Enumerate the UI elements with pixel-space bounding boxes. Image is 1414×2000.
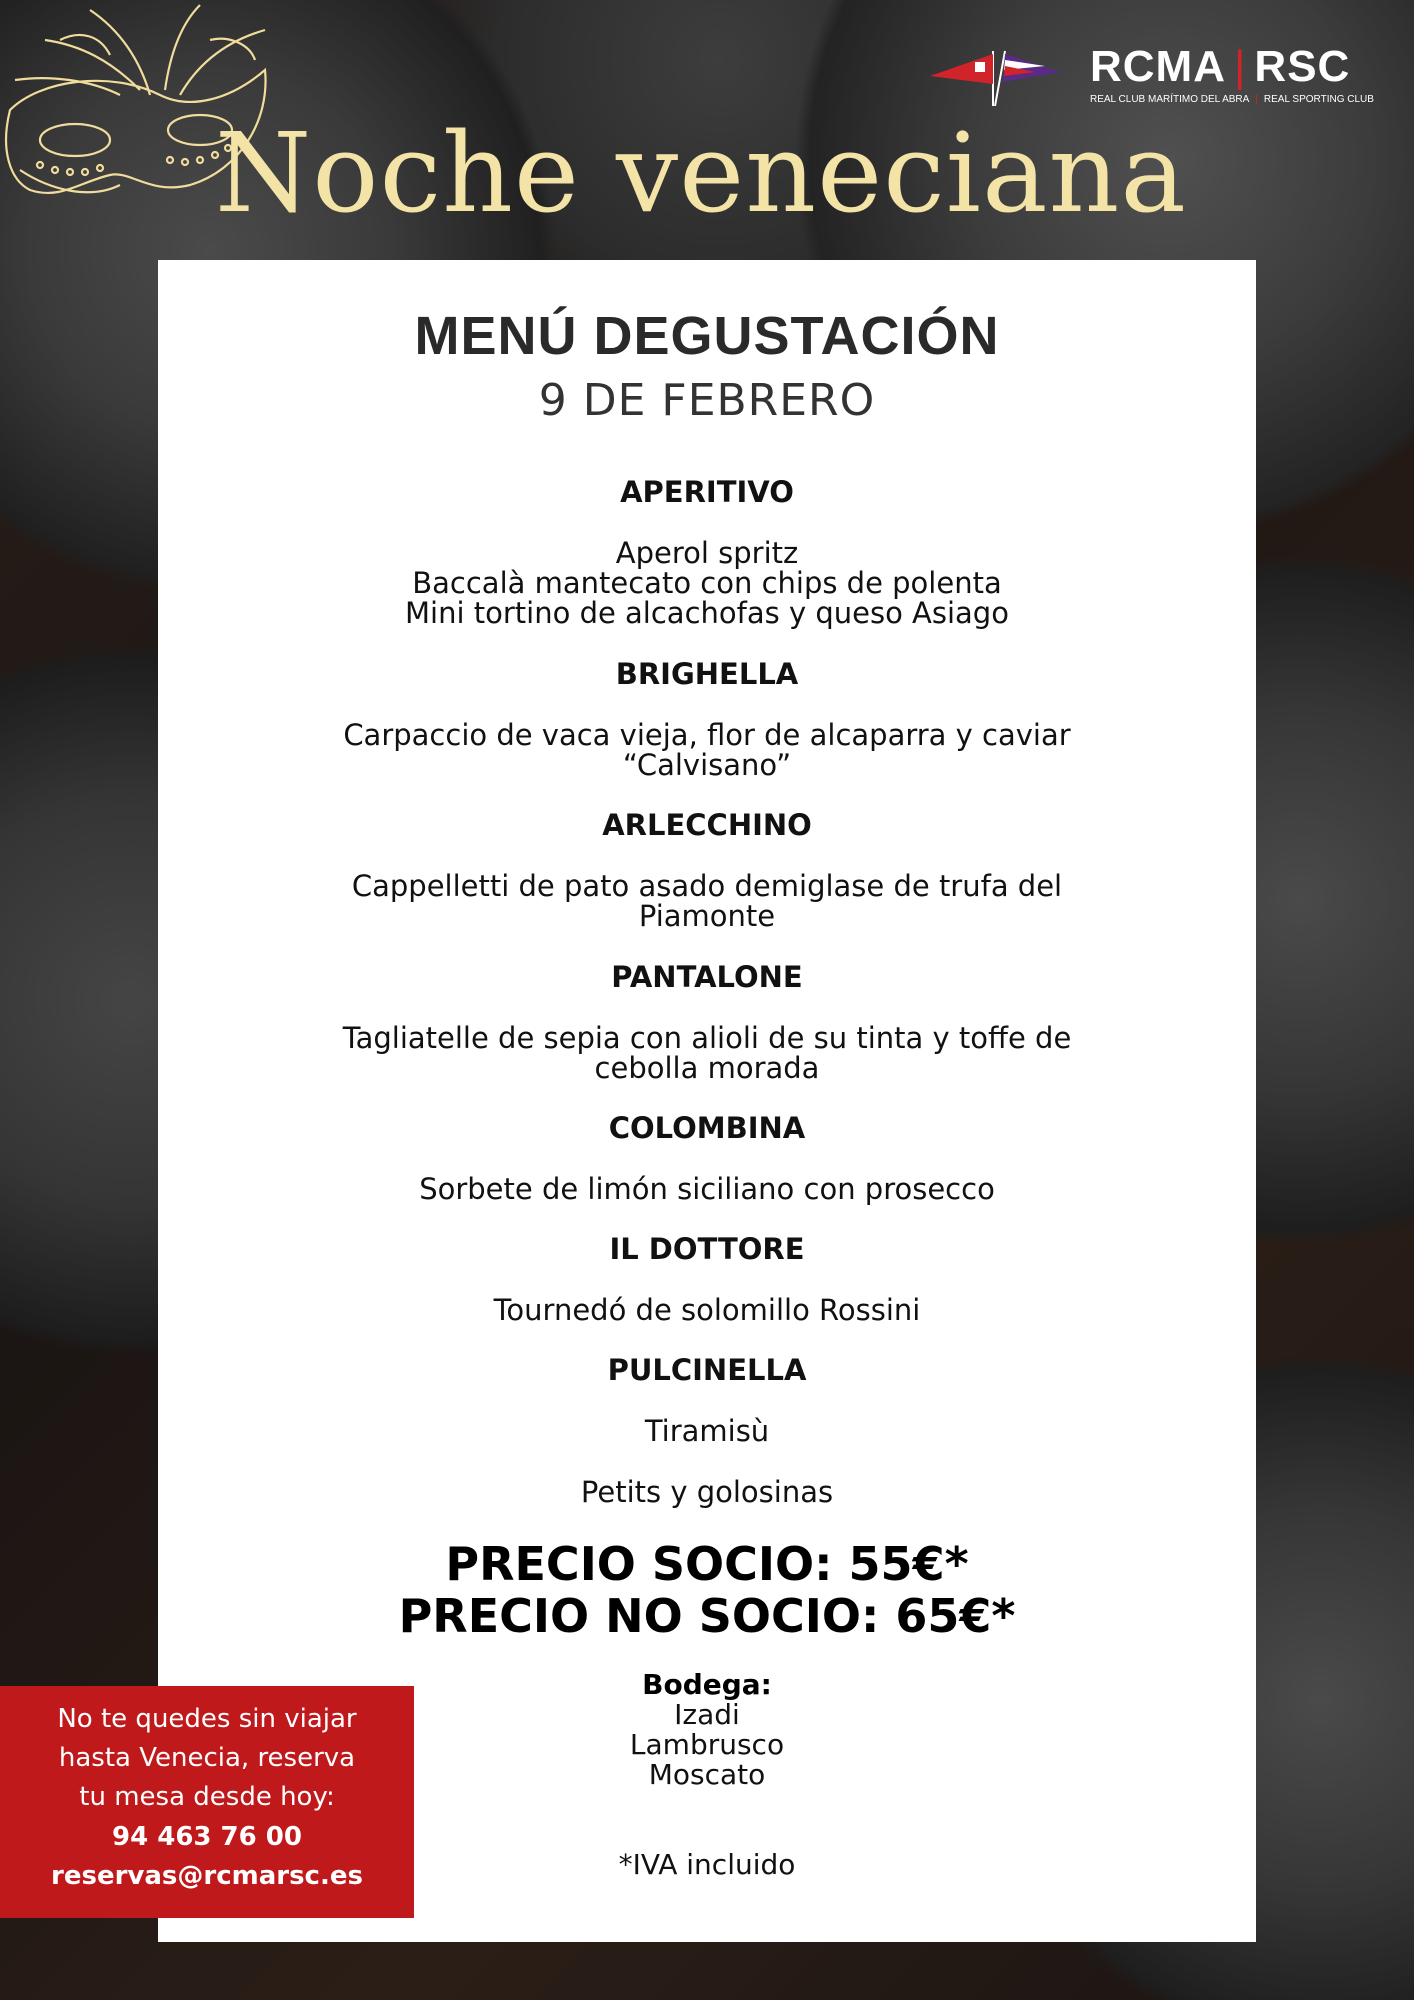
section-title-pantalone: PANTALONE [611,960,803,994]
bodega-item: Izadi [674,1698,740,1731]
promo-email[interactable]: reservas@rcmarsc.es [51,1861,363,1891]
promo-line: tu mesa desde hoy: [79,1782,335,1812]
section-item: Cappelletti de pato asado demiglase de trufa del [351,869,1063,903]
bodega-item: Moscato [648,1758,766,1791]
brand-sub-separator: | [1255,94,1258,105]
section-title-arlecchino: ARLECCHINO [602,808,812,842]
section-item: Tagliatelle de sepia con alioli de su tinta y toffe de [342,1021,1072,1055]
bodega-item: Lambrusco [629,1728,785,1761]
brand-rcma: RCMA [1090,42,1226,91]
section-item: Aperol spritz [615,536,799,570]
menu-heading: MENÚ DEGUSTACIÓN [414,306,1000,366]
section-item: Baccalà mantecato con chips de polenta [412,566,1002,600]
section-item: cebolla morada [594,1051,820,1085]
price-member: PRECIO SOCIO: 55€* [445,1537,969,1591]
brand-subtitle [1090,94,1374,105]
reservation-promo-box [0,1686,414,1918]
section-title-brighella: BRIGHELLA [615,657,799,691]
section-title-colombina: COLOMBINA [608,1111,806,1145]
brand-sub-right: REAL SPORTING CLUB [1263,94,1374,105]
brand-sub-left: REAL CLUB MARÍTIMO DEL ABRA [1090,94,1250,105]
section-item: Tournedó de solomillo Rossini [493,1293,921,1327]
section-item: Mini tortino de alcachofas y queso Asiago [405,596,1009,630]
section-title-aperitivo: APERITIVO [620,475,794,509]
section-title-pulcinella: PULCINELLA [607,1353,807,1387]
price-non-member: PRECIO NO SOCIO: 65€* [398,1589,1016,1643]
brand-separator: | [1233,42,1247,91]
club-logo [925,42,1374,112]
burgee-flags-icon [925,46,1075,106]
event-title: Noche veneciana [215,109,1187,237]
section-title-il-dottore: IL DOTTORE [609,1232,805,1266]
brand-wordmark [1090,42,1350,92]
menu-date: 9 DE FEBRERO [538,375,876,426]
section-item: Carpaccio de vaca vieja, flor de alcaparra y caviar [343,718,1071,752]
iva-note: *IVA incluido [618,1848,796,1881]
section-item: Piamonte [638,899,776,933]
promo-line: No te quedes sin viajar [57,1704,357,1734]
section-item: Tiramisù [644,1414,770,1448]
bodega-title: Bodega: [642,1668,772,1701]
promo-line: hasta Venecia, reserva [58,1743,356,1773]
brand-rsc: RSC [1254,42,1351,91]
extra-item: Petits y golosinas [580,1475,834,1509]
section-item: “Calvisano” [622,748,792,782]
promo-phone[interactable]: 94 463 76 00 [112,1822,302,1852]
section-item: Sorbete de limón siciliano con prosecco [419,1172,995,1206]
